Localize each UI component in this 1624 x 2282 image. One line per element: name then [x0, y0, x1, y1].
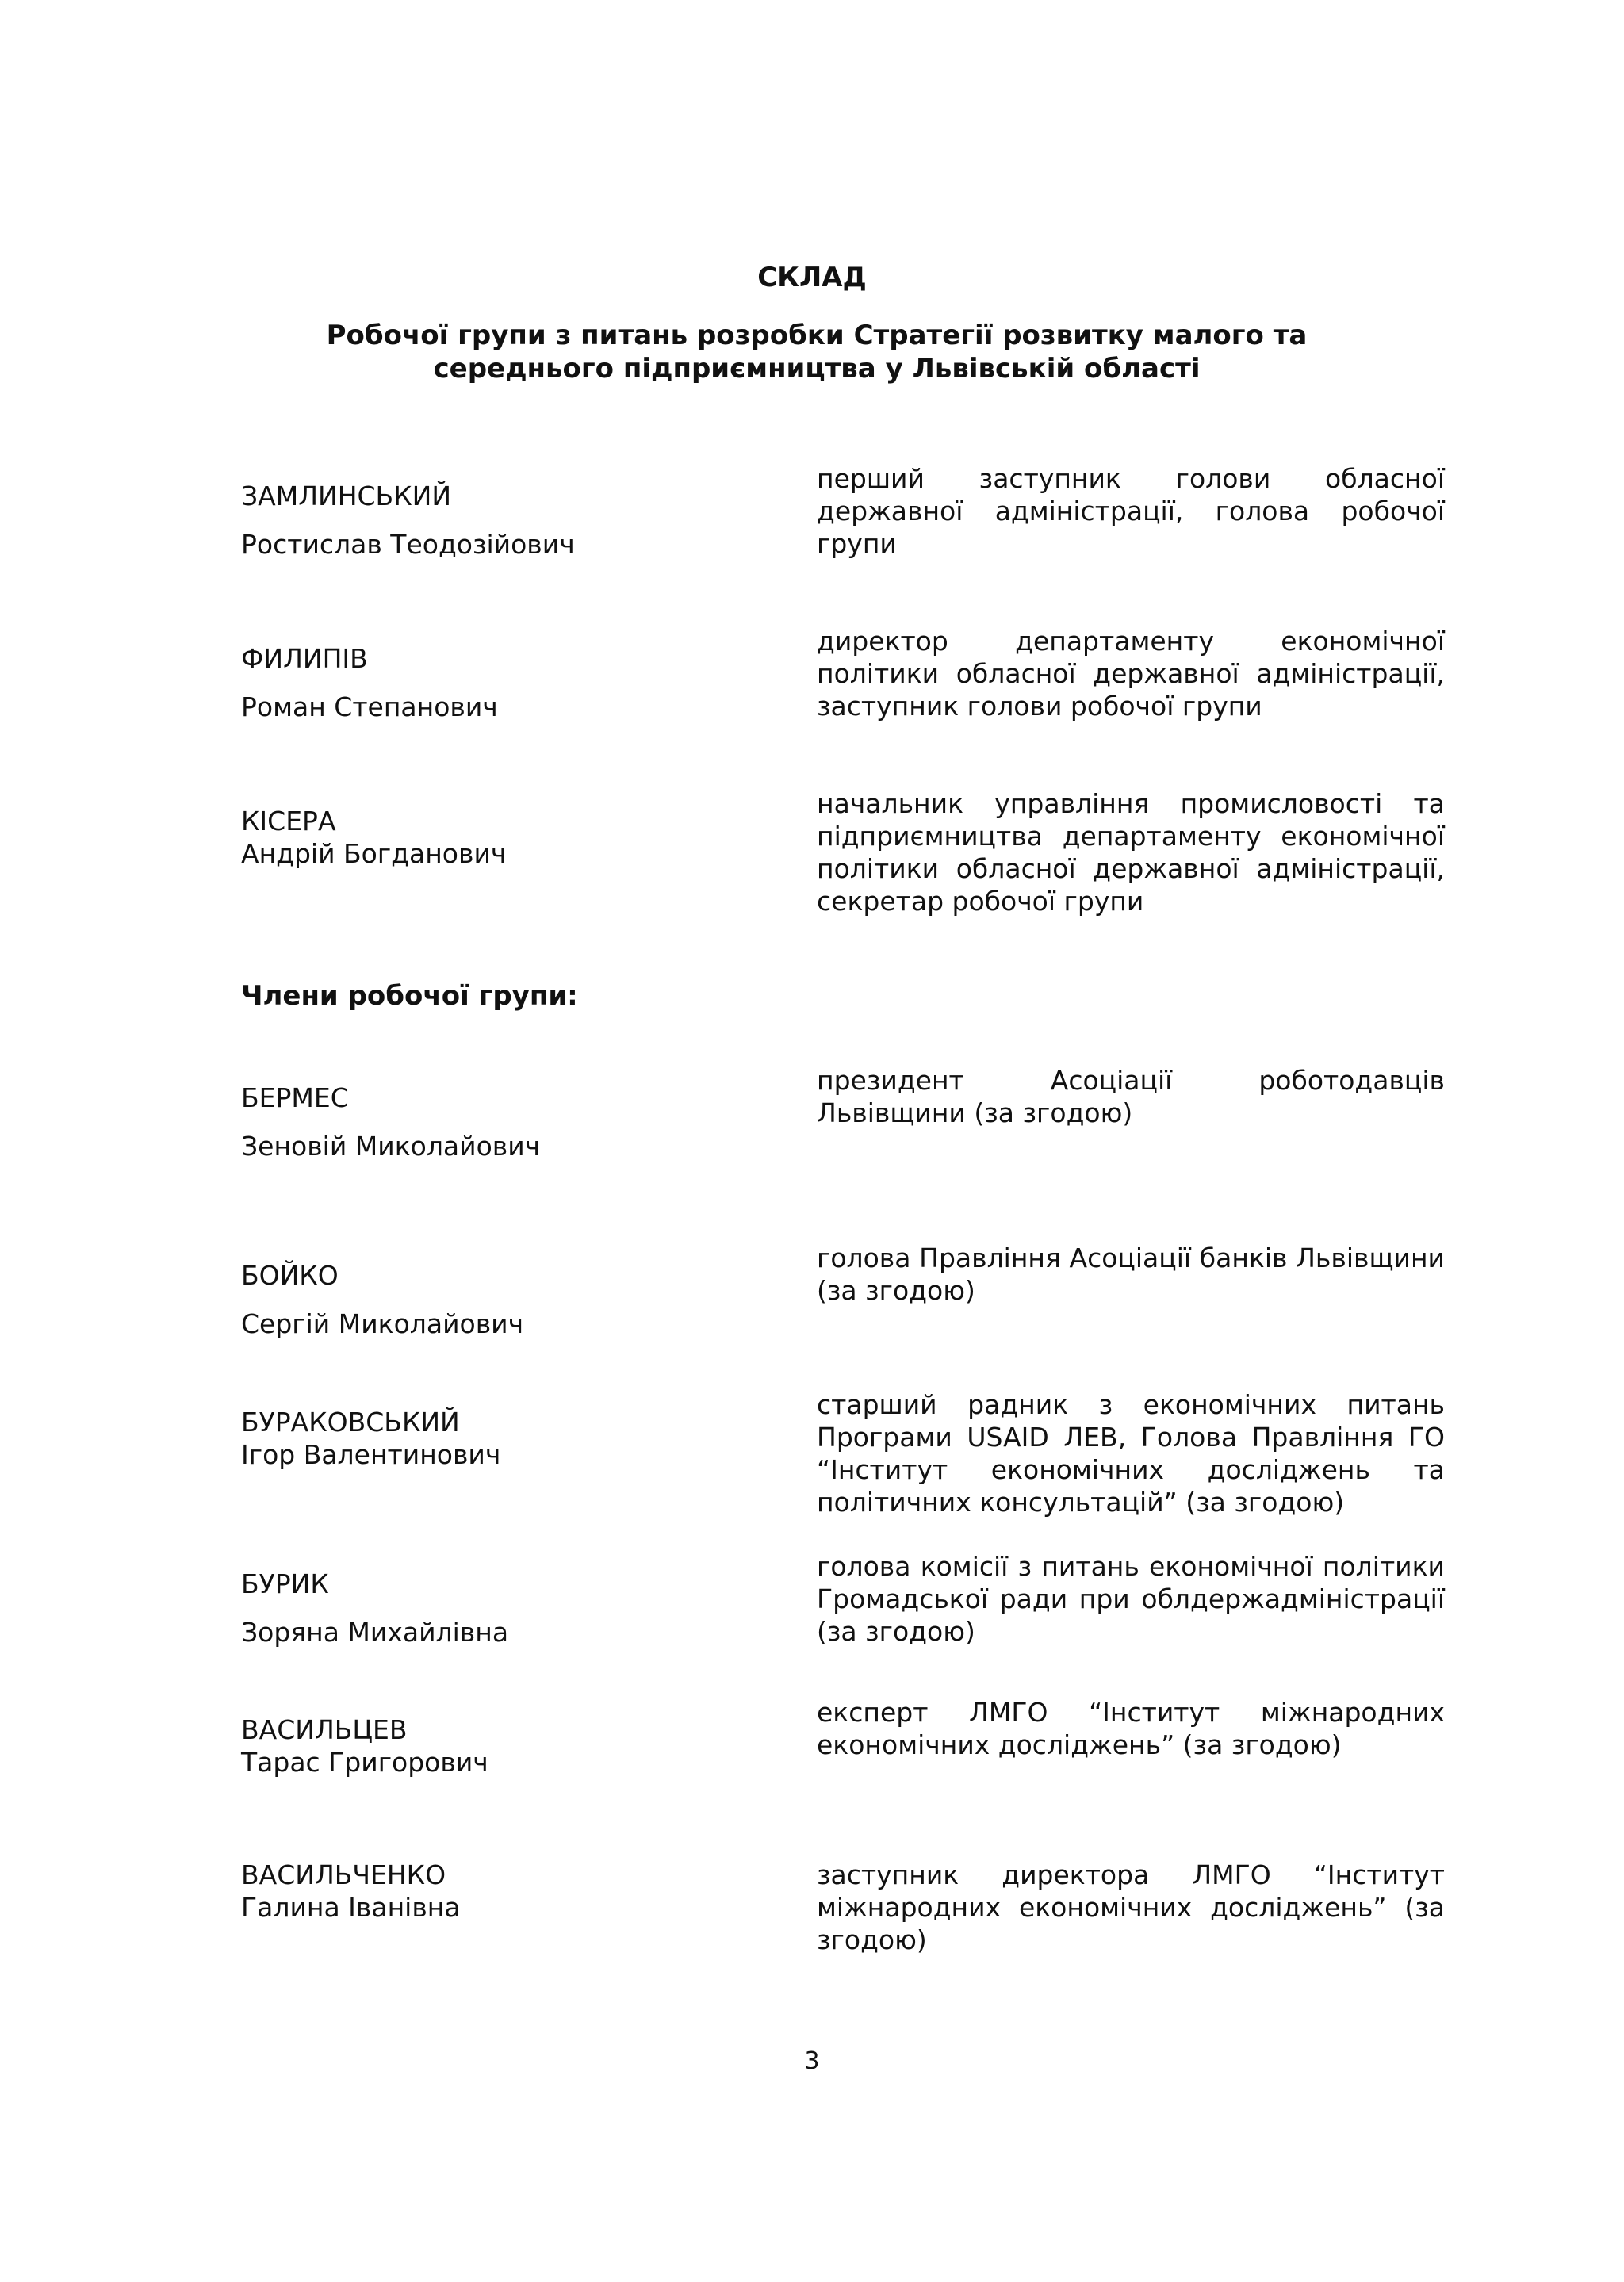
page-title: СКЛАД: [757, 262, 867, 293]
member-surname: БУРИК: [241, 1568, 329, 1599]
member-name: [241, 642, 780, 723]
member-given-names: Ростислав Теодозійович: [241, 529, 575, 560]
member-role: експерт ЛМГО “Інститут міжнародних економічних досліджень” (за згодою): [817, 1697, 1445, 1760]
member-surname: ФИЛИПІВ: [241, 643, 368, 674]
member-surname: БОЙКО: [241, 1260, 339, 1291]
member-role: начальник управління промисловості та підприємництва департаменту економічної політики обласної державної адміністрації, секретар робочої групи: [817, 788, 1445, 917]
member-role: перший заступник голови обласної державної адміністрації, голова робочої групи: [817, 463, 1445, 559]
member-name: [241, 480, 780, 561]
member-name: [241, 1259, 780, 1340]
members-heading: Члени робочої групи:: [241, 980, 578, 1012]
member-role: голова Правління Асоціації банків Львівщини (за згодою): [817, 1242, 1445, 1306]
member-given-names: Роман Степанович: [241, 691, 498, 722]
member-role: директор департаменту економічної політики обласної державної адміністрації, заступник голови робочої групи: [817, 626, 1445, 722]
member-surname: БУРАКОВСЬКИЙ: [241, 1407, 460, 1438]
member-surname: ВАСИЛЬЦЕВ: [241, 1714, 408, 1745]
member-surname: ВАСИЛЬЧЕНКО: [241, 1859, 446, 1890]
page-subtitle: Робочої групи з питань розробки Стратегії розвитку малого та середнього підприємництва у Львівській області: [326, 320, 1308, 385]
member-role: старший радник з економічних питань Програми USAID ЛЕВ, Голова Правління ГО “Інститут економічних досліджень та політичних консультацій” (за згодою): [817, 1389, 1445, 1518]
page-number: 3: [804, 2047, 820, 2075]
member-name: [241, 1406, 780, 1471]
member-given-names: Сергій Миколайович: [241, 1308, 524, 1339]
member-role: голова комісії з питань економічної політики Громадської ради при облдержадміністрації (за згодою): [817, 1551, 1445, 1647]
member-given-names: Тарас Григорович: [241, 1747, 488, 1778]
member-name: [241, 1082, 780, 1162]
member-name: [241, 1859, 780, 1924]
member-name: [241, 1568, 780, 1648]
member-given-names: Ігор Валентинович: [241, 1439, 501, 1470]
member-given-names: Андрій Богданович: [241, 838, 507, 869]
member-surname: ЗАМЛИНСЬКИЙ: [241, 481, 451, 511]
member-role: заступник директора ЛМГО “Інститут міжнародних економічних досліджень” (за згодою): [817, 1859, 1445, 1955]
member-name: [241, 1713, 780, 1779]
member-role: президент Асоціації роботодавців Львівщини (за згодою): [817, 1065, 1445, 1128]
member-given-names: Зеновій Миколайович: [241, 1131, 541, 1162]
member-given-names: Галина Іванівна: [241, 1892, 461, 1923]
member-surname: КІСЕРА: [241, 806, 336, 837]
member-name: [241, 805, 780, 870]
member-surname: БЕРМЕС: [241, 1082, 349, 1113]
member-given-names: Зоряна Михайлівна: [241, 1617, 509, 1648]
